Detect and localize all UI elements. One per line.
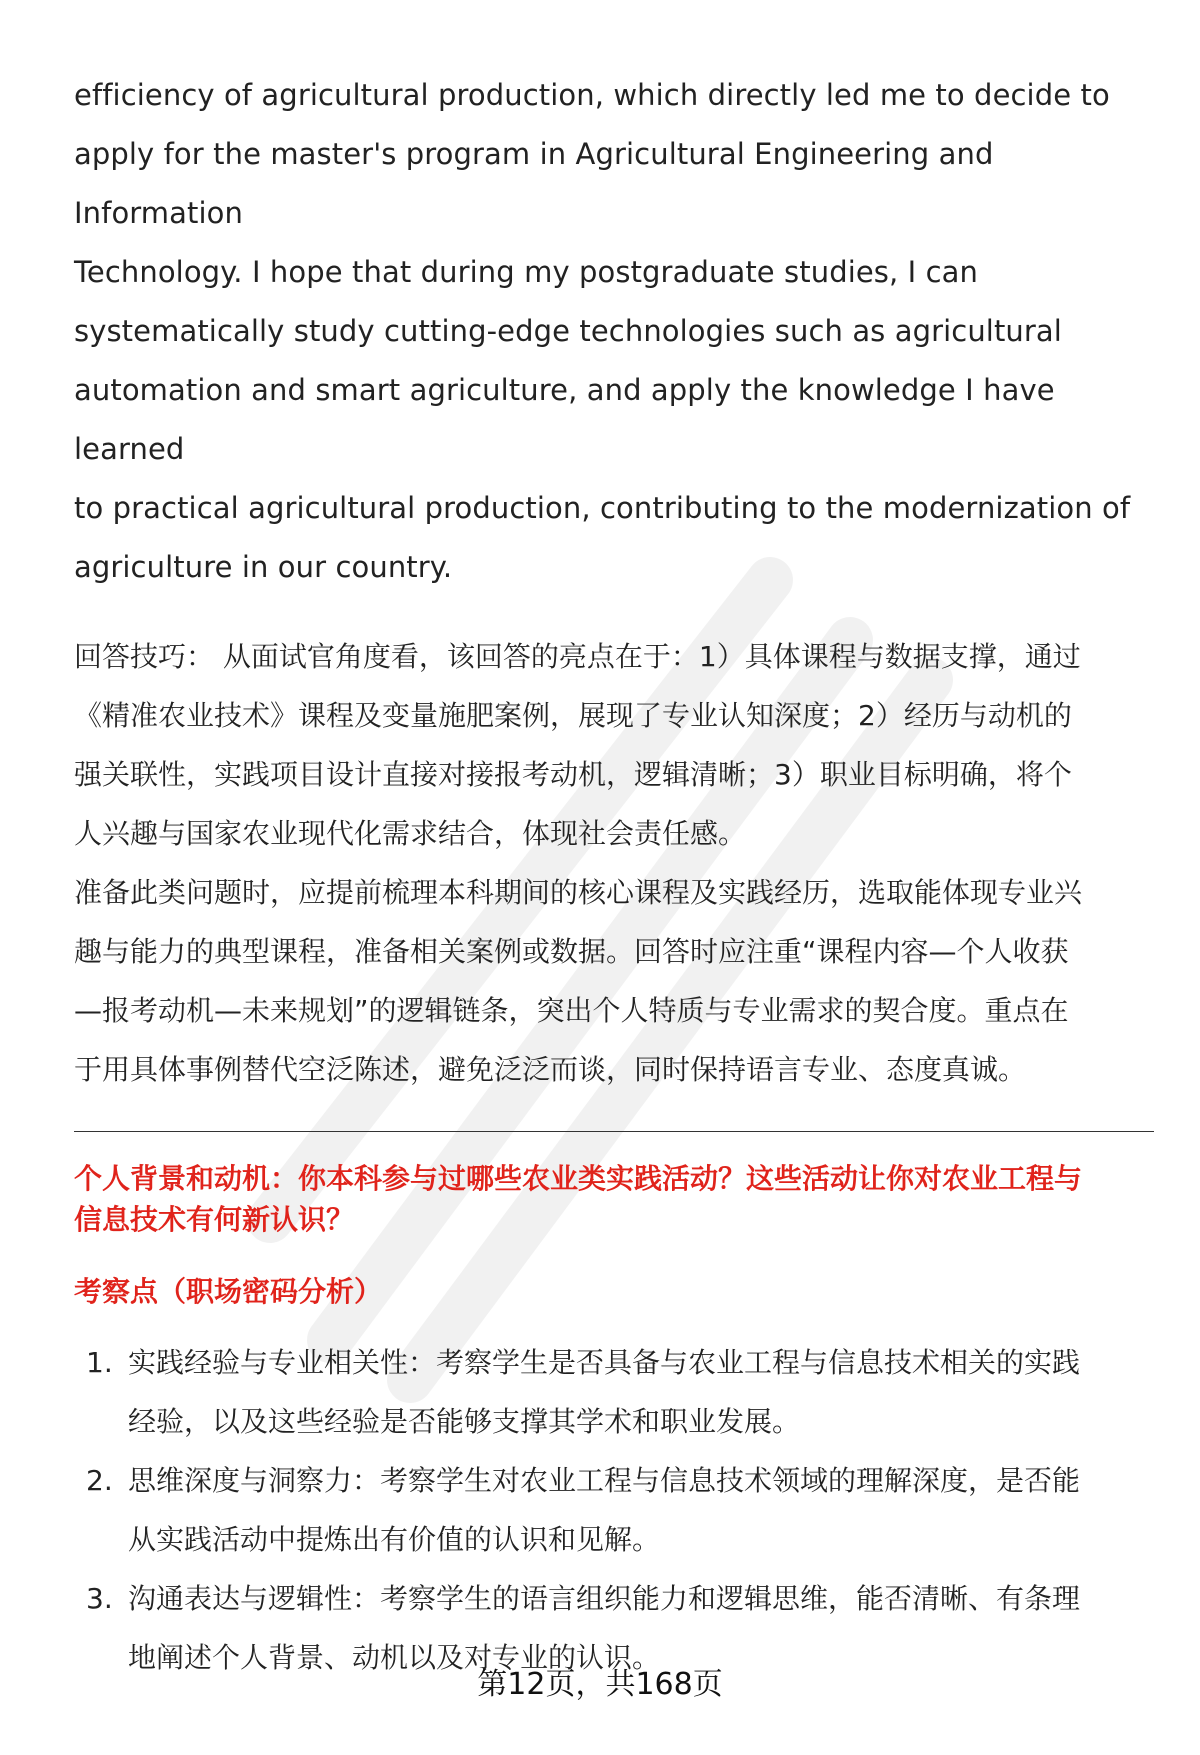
list-item-number: 1. [86, 1346, 113, 1379]
tips-line: 人兴趣与国家农业现代化需求结合，体现社会责任感。 [74, 817, 747, 850]
tips-line: 准备此类问题时，应提前梳理本科期间的核心课程及实践经历，选取能体现专业兴 [74, 876, 1083, 909]
list-item-line: 实践经验与专业相关性：考察学生是否具备与农业工程与信息技术相关的实践 [128, 1346, 1081, 1379]
tips-line: 于用具体事例替代空泛陈述，避免泛泛而谈，同时保持语言专业、态度真诚。 [74, 1053, 1027, 1086]
list-item-line: 从实践活动中提炼出有价值的认识和见解。 [128, 1523, 661, 1556]
interview-question [74, 1158, 1154, 1240]
list-item [74, 1333, 1154, 1451]
tips-line: 强关联性，实践项目设计直接对接报考动机，逻辑清晰；3）职业目标明确，将个 [74, 758, 1072, 791]
list-item-number: 2. [86, 1464, 113, 1497]
tips-line: —报考动机—未来规划”的逻辑链条，突出个人特质与专业需求的契合度。重点在 [74, 994, 1069, 1027]
intro-line: agriculture in our country. [74, 550, 453, 584]
question-line: 信息技术有何新认识？ [74, 1203, 355, 1236]
intro-line: to practical agricultural production, contributing to the modernization of [74, 491, 1131, 525]
question-line: 个人背景和动机：你本科参与过哪些农业类实践活动？这些活动让你对农业工程与 [74, 1162, 1083, 1195]
section-divider [74, 1131, 1154, 1132]
document-page [74, 66, 1154, 1687]
tips-line: 《精准农业技术》课程及变量施肥案例，展现了专业认知深度；2）经历与动机的 [74, 699, 1072, 732]
answer-tips [74, 627, 1154, 1099]
list-item-number: 3. [86, 1582, 113, 1615]
intro-line: efficiency of agricultural production, which directly led me to decide to [74, 78, 1110, 112]
tips-line: 趣与能力的典型课程，准备相关案例或数据。回答时应注重“课程内容—个人收获 [74, 935, 1069, 968]
list-item-line: 思维深度与洞察力：考察学生对农业工程与信息技术领域的理解深度，是否能 [128, 1464, 1081, 1497]
intro-line: automation and smart agriculture, and apply the knowledge I have learned [74, 373, 1055, 466]
assessment-points-title: 考察点（职场密码分析） [74, 1275, 383, 1308]
assessment-points-list [74, 1333, 1154, 1687]
intro-paragraph [74, 66, 1154, 597]
list-item-line: 经验，以及这些经验是否能够支撑其学术和职业发展。 [128, 1405, 801, 1438]
list-item-line: 沟通表达与逻辑性：考察学生的语言组织能力和逻辑思维，能否清晰、有条理 [128, 1582, 1081, 1615]
list-item [74, 1451, 1154, 1569]
page-number-footer: 第12页，共168页 [477, 1667, 723, 1702]
intro-line: Technology. I hope that during my postgraduate studies, I can [74, 255, 979, 289]
list-item-line: 地阐述个人背景、动机以及对专业的认识。 [128, 1641, 661, 1674]
intro-line: systematically study cutting-edge technologies such as agricultural [74, 314, 1062, 348]
tips-line: 回答技巧： 从面试官角度看，该回答的亮点在于：1）具体课程与数据支撑，通过 [74, 640, 1081, 673]
intro-line: apply for the master's program in Agricultural Engineering and Information [74, 137, 994, 230]
